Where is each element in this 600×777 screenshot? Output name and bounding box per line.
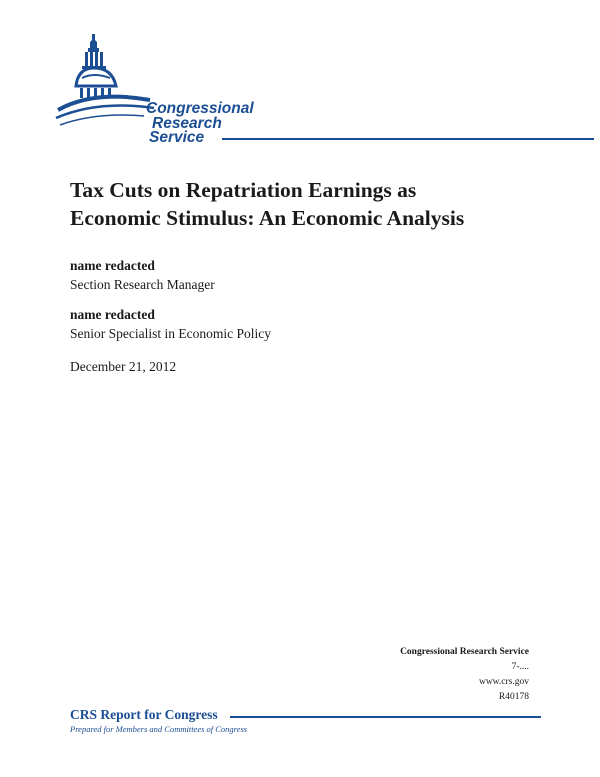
report-title-line1: Tax Cuts on Repatriation Earnings as: [70, 178, 417, 202]
author-role: Senior Specialist in Economic Policy: [70, 326, 271, 341]
author-2: [70, 305, 271, 343]
report-title: [70, 176, 540, 232]
footer-divider: [230, 716, 541, 718]
report-date: December 21, 2012: [70, 359, 177, 374]
crs-phone: 7-....: [511, 662, 529, 672]
author-role: Section Research Manager: [70, 277, 215, 292]
org-name-line2: Research: [152, 114, 222, 132]
report-title-line2: Economic Stimulus: An Economic Analysis: [70, 206, 465, 230]
crs-contact-block: [400, 645, 529, 705]
report-number: R40178: [498, 692, 529, 702]
org-name-line3: Service: [149, 129, 205, 146]
author-1: [70, 256, 215, 294]
crs-report-label: CRS Report for Congress: [70, 707, 218, 722]
author-name: name redacted: [70, 258, 155, 273]
prepared-for-note: Prepared for Members and Committees of Congress: [70, 724, 248, 734]
crs-name: Congressional Research Service: [400, 647, 529, 657]
crs-logo: [54, 30, 544, 150]
logo-divider: [222, 138, 594, 140]
org-name-line1: Congressional: [146, 100, 254, 117]
author-name: name redacted: [70, 307, 155, 322]
crs-website-link[interactable]: www.crs.gov: [478, 677, 529, 687]
